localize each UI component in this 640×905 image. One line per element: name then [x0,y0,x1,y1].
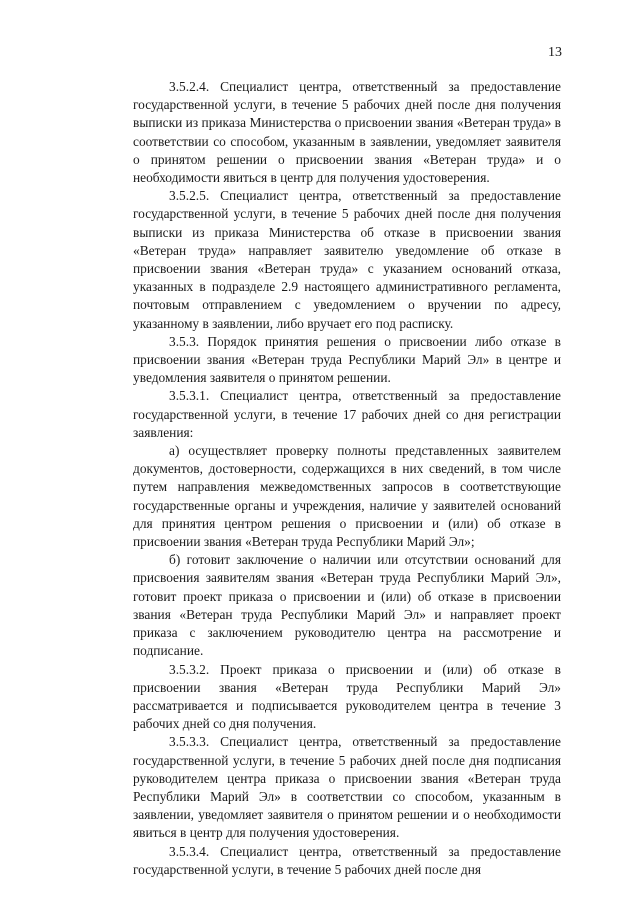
paragraph-3-5-3: 3.5.3. Порядок принятия решения о присвоении либо отказе в присвоении звания «Ветеран труда Республики Марий Эл» в центре и уведомления заявителя о принятом решении. [133,333,561,386]
paragraph-3-5-3-3: 3.5.3.3. Специалист центра, ответственный за предоставление государственной услуги, в течение 5 рабочих дней после дня подписания руководителем центра приказа о присвоении звания «Ветеран труда Республики Марий Эл» в соответствии со способом, указанным в заявлении, уведомляет заявителя о принятом решении и о необходимости явиться в центр для получения удостоверения. [133,734,561,841]
paragraph-3-5-2-5: 3.5.2.5. Специалист центра, ответственный за предоставление государственной услуги, в течение 5 рабочих дней после дня получения выписки из приказа Министерства об отказе в присвоении звания «Ветеран труда» направляет заявителю уведомление об отказе в присвоении звания «Ветеран труда» с указанием оснований отказа, указанных в подразделе 2.9 настоящего административного регламента, почтовым отправлением с уведомлением о вручении по адресу, указанному в заявлении, либо вручает его под расписку. [133,188,561,331]
paragraph-3-5-3-1: 3.5.3.1. Специалист центра, ответственный за предоставление государственной услуги, в течение 17 рабочих дней со дня регистрации заявления: [133,388,561,440]
paragraph-3-5-2-4: 3.5.2.4. Специалист центра, ответственный за предоставление государственной услуги, в течение 5 рабочих дней после дня получения выписки из приказа Министерства о присвоении звания «Ветеран труда» в соответствии со способом, указанным в заявлении, уведомляет заявителя о принятом решении о присвоении звания «Ветеран труда» и о необходимости явиться в центр для получения удостоверения. [133,79,561,186]
paragraph-3-5-3-2: 3.5.3.2. Проект приказа о присвоении и (или) об отказе в присвоении звания «Ветеран труда Республики Марий Эл» рассматривается и подписывается руководителем центра в течение 3 рабочих дней со дня получения. [133,661,561,732]
paragraph-item-a: а) осуществляет проверку полноты представленных заявителем документов, достоверности, содержащихся в них сведений, в том числе путем направления межведомственных запросов в соответствующие государственные органы и учреждения, наличие у заявителей оснований для принятия центром решения о присвоении и (или) об отказе в присвоении звания «Ветеран труда Республики Марий Эл»; [133,443,561,550]
document-body [133,78,561,879]
paragraph-3-5-3-4: 3.5.3.4. Специалист центра, ответственный за предоставление государственной услуги, в течение 5 рабочих дней после дня [133,843,561,877]
paragraph-item-b: б) готовит заключение о наличии или отсутствии оснований для присвоения заявителям звания «Ветеран труда Республики Марий Эл», готовит проект приказа о присвоении и (или) об отказе в присвоении звания «Ветеран труда Республики Марий Эл» и направляет проект приказа с заключением руководителю центра на рассмотрение и подписание. [133,552,561,659]
page-number: 13 [548,45,562,60]
